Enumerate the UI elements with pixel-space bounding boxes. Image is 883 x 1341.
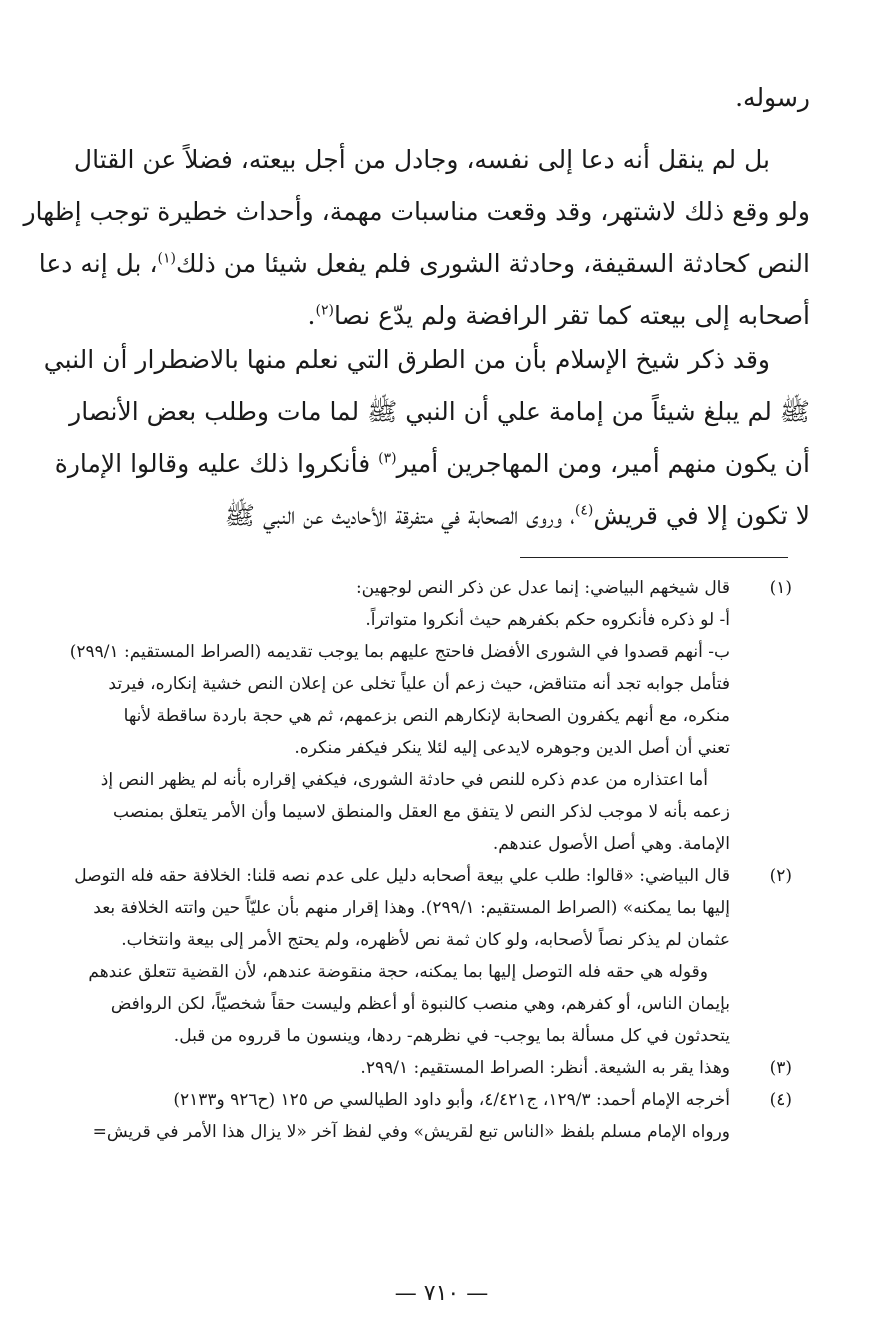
footnote-line: ب- أنهم قصدوا في الشورى الأفضل فاحتج عليهم بما يوجب تقديمه (الصراط المستقيم: ٢٩٩/١) (69, 642, 730, 662)
footnote-line: زعمه بأنه لا موجب لذكر النص لا يتفق مع العقل والمنطق لاسيما وأن الأمر يتعلق بمنصب (113, 802, 730, 822)
footnote-line: وهذا يقر به الشيعة. أنظر: الصراط المستقيم: ٢٩٩/١. (360, 1058, 730, 1078)
footnote-line: أما اعتذاره من عدم ذكره للنص في حادثة الشورى، فيكفي إقراره بأنه لم يظهر النص إذ (100, 770, 708, 790)
footnote-line: بإيمان الناس، أو كفرهم، وهي منصب كالنبوة أو أعظم وليست حقاً شخصيّاً، لكن الروافض (110, 994, 730, 1014)
footnote-4 (92, 1084, 792, 1148)
footnote-line: إليها بما يمكنه» (الصراط المستقيم: ٢٩٩/١). وهذا إقرار منهم بأن عليّاً حين واتته الخلافة بعد (93, 898, 730, 918)
footnote-line: عثمان لم يذكر نصاً لأصحابه، ولو كان ثمة نص لأظهره، ولم يحتج الأمر إلى بيعة وانتخاب. (121, 930, 730, 950)
text-line: ﷺ لم يبلغ شيئاً من إمامة علي أن النبي ﷺ لما مات وطلب بعض الأنصار (69, 397, 810, 426)
footnote-number: (٢) (769, 866, 792, 886)
footnote-ref: (١) (157, 250, 176, 267)
main-text (88, 72, 810, 124)
footnote-line: ورواه الإمام مسلم بلفظ «الناس تبع لقريش» وفي لفظ آخر «لا يزال هذا الأمر في قريش= (92, 1122, 730, 1142)
footnote-line: أخرجه الإمام أحمد: ١٢٩/٣، ج٤/٤٢١، وأبو داود الطيالسي ص ١٢٥ (ح٩٢٦ و٢١٣٣) (173, 1090, 730, 1110)
footnote-number: (٤) (769, 1090, 792, 1110)
footnote-ref: (٢) (315, 302, 334, 319)
footnote-line: قال البياضي: «قالوا: طلب علي بيعة أصحابه دليل على عدم نصه قلنا: الخلافة حقه فله التوصل (74, 866, 730, 886)
text-line: لا تكون إلا في قريش$^{(٤)}$، وروى الصحابة في متفرقة الأحاديث عن النبي ﷺ (224, 501, 810, 530)
text-line: وقد ذكر شيخ الإسلام بأن من الطرق التي نعلم منها بالاضطرار أن النبي (43, 345, 770, 374)
paragraph-2 (43, 334, 810, 542)
footnote-ref: (٤) (574, 502, 594, 519)
footnote-line: وقوله هي حقه فله التوصل إليها بما يمكنه، حجة منقوضة عندهم، لأن القضية تتعلق عندهم (88, 962, 708, 982)
page-number: — ٧١٠ — (394, 1281, 489, 1306)
text-line: أن يكون منهم أمير، ومن المهاجرين أمير$^{(٣)}$ فأنكروا ذلك عليه وقالوا الإمارة (54, 449, 810, 478)
paragraph-1 (23, 134, 810, 342)
footnote-number: (٣) (769, 1058, 792, 1078)
footnote-line: أ- لو ذكره فأنكروه حكم بكفرهم حيث أنكروا متواتراً. (365, 610, 730, 630)
footnote-line: الإمامة. وهي أصل الأصول عندهم. (492, 834, 730, 854)
text-line: رسوله. (735, 83, 810, 112)
footnote-line: قال شيخهم البياضي: إنما عدل عن ذكر النص لوجهين: (355, 578, 730, 598)
text-line: النص كحادثة السقيفة، وحادثة الشورى فلم يفعل شيئا من ذلك$^{(١)}$، بل إنه دعا (38, 249, 810, 278)
footnote-number: (١) (769, 578, 792, 598)
footnote-line: فتأمل جوابه تجد أنه متناقض، حيث زعم أن علياً تخلى عن إعلان النص خشية إنكاره، فيرتد (108, 674, 730, 694)
footnote-1 (69, 572, 792, 860)
text-line: بل لم ينقل أنه دعا إلى نفسه، وجادل من أجل بيعته، فضلاً عن القتال (73, 145, 770, 174)
text-line: ولو وقع ذلك لاشتهر، وقد وقعت مناسبات مهمة، وأحداث خطيرة توجب إظهار (23, 197, 810, 226)
footnote-2 (74, 860, 792, 1052)
footnotes (69, 572, 792, 1148)
footnote-line: يتحدثون في كل مسألة بما يوجب- في نظرهم- ردها، وينسون ما قرروه من قبل. (173, 1026, 730, 1046)
footnote-separator (520, 557, 788, 558)
text-line: أصحابه إلى بيعته كما تقر الرافضة ولم يدّع نصا$^{(٢)}$. (307, 301, 810, 330)
continuation-line (88, 72, 810, 124)
footnote-3 (92, 1052, 792, 1084)
footnote-ref: (٣) (378, 450, 397, 467)
footnote-line: منكره، مع أنهم يكفرون الصحابة لإنكارهم النص بزعمهم، ثم هي حجة باردة ساقطة لأنها (123, 706, 730, 726)
footnote-line: تعني أن أصل الدين وجوهره لايدعى إليه لئلا ينكر فيكفر منكره. (294, 738, 730, 758)
